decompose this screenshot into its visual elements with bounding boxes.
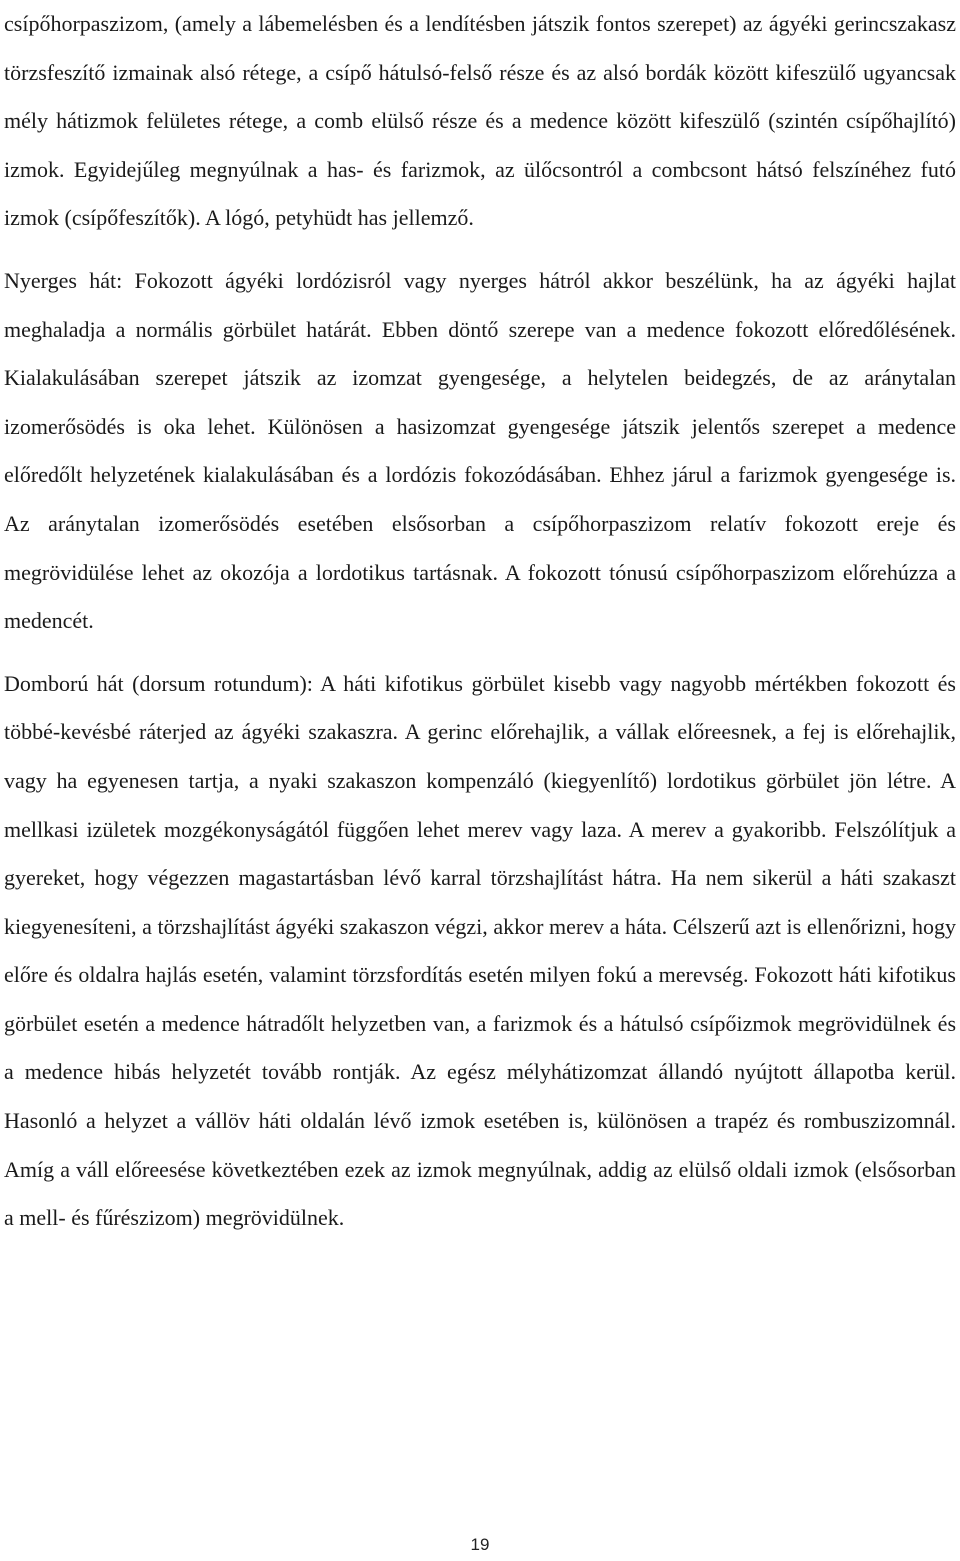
paragraph-hip-flexor-continuation: csípőhorpaszizom, (amely a lábemelésben és a lendítésben játszik fontos szerepet) az ágyéki gerincszakasz törzsfeszítő izmainak alsó rétege, a csípő hátulsó-felső része és az alsó bordák között kifeszülő ugyancsak mély hátizmok felületes rétege, a comb elülső része és a medence között kifeszülő (szintén csípőhajlító) izmok. Egyidejűleg megnyúlnak a has- és farizmok, az ülőcsontról a combcsont hátsó felszínéhez futó izmok (csípőfeszítők). A lógó, petyhüdt has jellemző.: [4, 11, 956, 231]
page-number: 19: [470, 1535, 490, 1554]
body-text: [4, 0, 956, 1243]
paragraph-saddle-back: Nyerges hát: Fokozott ágyéki lordózisról vagy nyerges hátról akkor beszélünk, ha az ágyéki hajlat meghaladja a normális görbület határát. Ebben döntő szerepe van a medence fokozott előredőlésének. Kialakulásában szerepet játszik az izomzat gyengesége, a helytelen beidegzés, de az aránytalan izomerősödés is oka lehet. Különösen a hasizomzat gyengesége játszik jelentős szerepet a medence előredőlt helyzetének kialakulásában és a lordózis fokozódásában. Ehhez járul a farizmok gyengesége is. Az aránytalan izomerősödés esetében elsősorban a csípőhorpaszizom relatív fokozott ereje és megrövidülése lehet az okozója a lordotikus tartásnak. A fokozott tónusú csípőhorpaszizom előrehúzza a medencét.: [4, 267, 956, 634]
paragraph-round-back: Domború hát (dorsum rotundum): A háti kifotikus görbület kisebb vagy nagyobb mértékben fokozott és többé-kevésbé ráterjed az ágyéki szakaszra. A gerinc előrehajlik, a vállak előreesnek, a fej is előrehajlik, vagy ha egyenesen tartja, a nyaki szakaszon kompenzáló (kiegyenlítő) lordotikus görbület jön létre. A mellkasi izületek mozgékonyságától függően lehet merev vagy laza. A merev a gyakoribb. Felszólítjuk a gyereket, hogy végezzen magastartásban lévő karral törzshajlítást hátra. Ha nem sikerül a háti szakaszt kiegyenesíteni, a törzshajlítást ágyéki szakaszon végzi, akkor merev a háta. Célszerű azt is ellenőrizni, hogy előre és oldalra hajlás esetén, valamint törzsfordítás esetén milyen fokú a merevség. Fokozott háti kifotikus görbület esetén a medence hátradőlt helyzetben van, a farizmok és a hátulsó csípőizmok megrövidülnek és a medence hibás helyzetét tovább rontják. Az egész mélyhátizomzat állandó nyújtott állapotba kerül. Hasonló a helyzet a vállöv háti oldalán lévő izmok esetében is, különösen a trapéz és rombuszizomnál. Amíg a váll előreesése következtében ezek az izmok megnyúlnak, addig az elülső oldali izmok (elsősorban a mell- és fűrészizom) megrövidülnek.: [4, 670, 956, 1231]
